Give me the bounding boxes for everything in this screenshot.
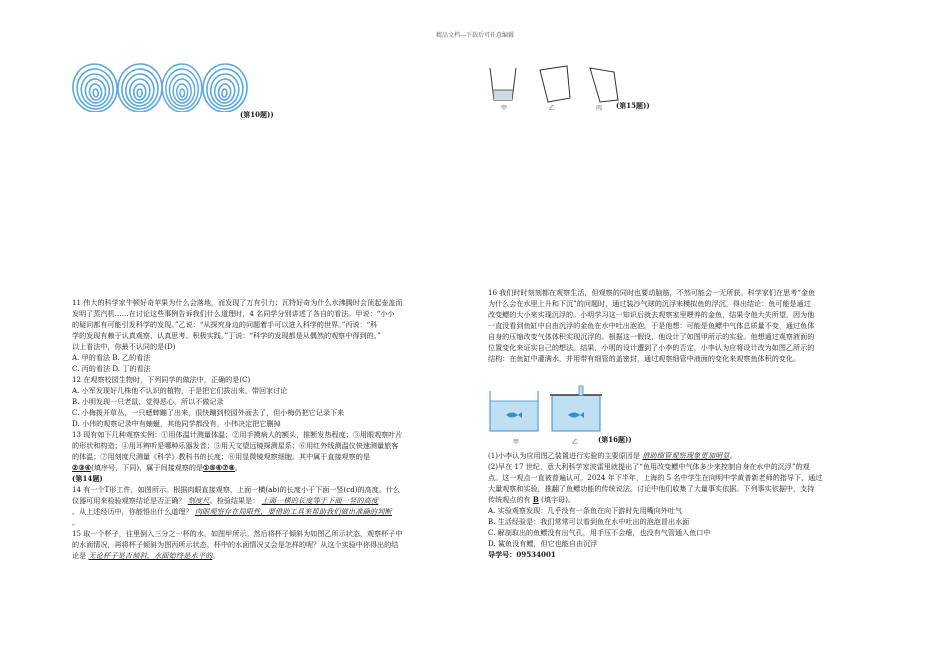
q16-text: (1)小李认为应用图乙装置进行实验的主要原因是 [488, 451, 640, 460]
q16-text: (填字母)。 [541, 495, 576, 504]
fingerprint-3 [161, 63, 203, 112]
q14-line [72, 506, 472, 517]
q14-line [72, 495, 472, 506]
q16-line: 改变鳔的大小来实现沉浮的。小明学习这一知识后就去观察家里喂养的金鱼，结果令他大失所望，因为他 [488, 310, 815, 319]
fingerprint-2 [116, 63, 163, 112]
q16-sub1-answer: 借助细管观察现象更加明显 [642, 451, 730, 460]
fingerprint-4 [201, 62, 250, 112]
q13-line: 13 现有如下几种观察实例：①用体温计测量体温；②用手摸病人的额头，推断发热程度；③用眼观察叶片 [72, 430, 403, 439]
q15-line: 15 取一个杯子，往里倒入三分之一杯的水，如图甲所示。然后将杯子倾斜为如图乙所示状态，观察杯子中 [72, 529, 403, 538]
figure-15-caption: (第15题)) [616, 101, 650, 110]
q11-line: 学的发现有赖于认真观察、认真思考、积极实践。”丁说：“科学的发现都是从偶然的观察中得到的。” [72, 331, 381, 340]
q12-option: D. 小伟的观察记录中有蚰蜒，其他同学都没有，小伟决定把它删掉 [72, 419, 281, 428]
fish-tank-figure [488, 385, 608, 435]
q16-option: B. 生活经验是：我们常常可以看到鱼在水中吐出的泡泡冒出水面 [488, 517, 690, 526]
q16-line: 为什么会在水里上升和下沉”的问题时，通过装沙气球的沉浮来模拟鱼的浮沉，得出结论：鱼可能是通过 [488, 299, 811, 308]
q14-end: 。 [72, 518, 80, 527]
q14-answer-result: 上面一横的长度等于下面一竖的高度 [261, 496, 379, 505]
q11-line: 以上看法中，你最不认同的是(D) [72, 342, 176, 351]
q15-text: 。 [212, 551, 220, 560]
q15-answer: 无论杯子是否倾斜，水面始终是水平的 [88, 551, 213, 560]
q16-sub2-line: (2)早在 17 世纪，意大利科学家波雷里就提出了“鱼用改变鳔中气体多少来控制自身在水中的沉浮”的观 [488, 462, 810, 471]
q16-text: 传统观点的有 [488, 495, 531, 504]
figure-10-caption: (第10题)) [240, 110, 274, 119]
q13-indirect-answer: ①⑤⑥⑦⑧ [203, 463, 235, 472]
q16-sub2-answer: B [532, 495, 539, 504]
q16-line: 自身的压缩改变气体体积实现沉浮的。根据这一假设，他设计了如图甲所示的实验。他想通过观察液面的 [488, 332, 815, 341]
cup-label-bing: 丙 [596, 105, 603, 112]
cup-bing [590, 68, 618, 102]
left-column [72, 297, 472, 561]
cup-label-yi: 乙 [549, 105, 556, 112]
q16-sub2-answer-line [488, 494, 888, 505]
fingerprint-figure [70, 62, 250, 112]
q16-line: 一直没看到鱼缸中自由沉浮的金鱼在水中吐出泡泡。于是他想：可能是鱼鳔中气体总质量不变，通过鱼体 [488, 321, 815, 330]
q14-answer-instrument: 刻度尺 [187, 496, 210, 505]
q16-line: 位置变化来证实自己的想法。结果，小明的设计遭到了小李的否定，小李认为应将设计改为如图乙所示的 [488, 343, 815, 352]
q16-sub1 [488, 450, 888, 461]
q15-line [72, 550, 472, 561]
q13-answer-line: ②③④(填序号，下同)，属于间接观察的是①⑤⑥⑦⑧。 [72, 463, 242, 472]
cup-jia [490, 68, 516, 100]
q13-line: 的体温；⑦用刻度尺测量《科学》教科书的长度；⑧用显微镜观察细胞。其中属于直接观察的是 [72, 452, 370, 461]
q14-line: 14 有一个T形工件，如图所示。根据肉眼直接观察，上面一横(ab)的长度小于下面一竖(cd)的高度。什么 [72, 485, 401, 494]
q14-answer-lesson: 肉眼观察存在局限性，要借助工具来帮助我们做出准确的判断 [194, 507, 392, 516]
q11-line: 发明了蒸汽机……在讨论这些事例告诉我们什么道理时，4 名同学分别讲述了各自的看法。甲说：“小小 [72, 309, 395, 318]
q12-option: C. 小梅拨开草丛，一只蟋蟀蹦了出来，很快蹦到校园外面去了，但小梅仍把它记录下来 [72, 408, 345, 417]
tank-jia [490, 391, 538, 431]
q11-option: A. 甲的看法 B. 乙的看法 [72, 353, 151, 362]
q15-text: 论是 [72, 551, 87, 560]
q16-option: D. 鲨鱼没有鳔，但它也能自由沉浮 [488, 539, 598, 548]
q14-text: 仪器可用来检验观察结论是否正确？ [72, 496, 186, 505]
q16-text: 。 [729, 451, 737, 460]
q16-option: C. 解剖取出的鱼鳔没有出气孔，用手压不会瘪，也没有气管通入鱼口中 [488, 528, 711, 537]
q15-line: 的水面情况，再将杯子倾斜为图丙所示状态，杯中的水面情况又会是怎样的呢？从这个实验中你得出的结 [72, 540, 399, 549]
q11-line: 11 伟大的科学家牛顿好奇苹果为什么会落地，而发现了万有引力；瓦特好奇为什么水沸腾时会顶起壶盖而 [72, 298, 403, 307]
q11-option: C. 丙的看法 D. 丁的看法 [72, 364, 151, 373]
q13-direct-answer: ②③④ [72, 463, 92, 472]
q14-text: 。检验结果是： [209, 496, 260, 505]
guide-number: 导学号：09534001 [488, 550, 556, 559]
q16-sub2-line: 点。这一观点一直被普遍认可。2024 年下半年，上海的 5 名中学生在向明中学黄普新老师的指导下，通过 [488, 473, 823, 482]
q12-option: A. 小军发现好几株他不认识的植物，于是把它们拔出来，带回家讨论 [72, 386, 288, 395]
q12-option: B. 小明发现一只老鼠，觉得恶心，所以不做记录 [72, 397, 224, 406]
q16-line: 结构：在鱼缸中灌满水，并用带有细管的盖密封，通过观察细管中液面的变化来观察鱼体积的变化。 [488, 354, 801, 363]
fingerprint-1 [70, 62, 120, 112]
q14-text: 。从上述经历中，你能悟出什么道理？ [72, 507, 193, 516]
right-column-bottom [488, 450, 888, 560]
page-header: 精品文档---下载后可任意编辑 [435, 32, 515, 39]
q13-mid-text: (填序号，下同)，属于间接观察的是 [91, 463, 204, 472]
q12-line: 12 在观察校园生物时，下列同学的做法中，正确的是(C) [72, 375, 251, 384]
tank-yi [550, 386, 602, 431]
q13-line: 的形状和构造；④用耳辨听是哪种乐器发音；⑤用天文望远镜探测星系；⑥用红外线测温仪快速测量旅客 [72, 441, 399, 450]
tank-label-yi: 乙 [572, 439, 579, 446]
cup-label-jia: 甲 [501, 105, 508, 112]
figure-16-caption: (第16题)) [598, 435, 632, 444]
q16-line: 16 我们时时刻刻都在观察生活，但观察的同时也要动脑筋，不然可能会一无所获。科学家们在思考“金鱼 [488, 288, 816, 297]
tank-label-jia: 甲 [513, 439, 520, 446]
cup-yi [540, 66, 570, 102]
right-column-top [488, 287, 888, 364]
q11-line: 的疑问都有可能引发科学的发现。”乙说：“从探究身边的问题着手可以进入科学的世界。”丙说：“科 [72, 320, 378, 329]
q16-sub2-line: 大量观察和实验，推翻了鱼鳔功能的传统说法。讨论中他们收集了大量事实依据。下列事实依据中，支持 [488, 484, 815, 493]
figure-14-caption: (第14题) [72, 474, 103, 483]
q16-option: A. 实验观察发现：几乎没有一条鱼在向下游时先用嘴向外吐气 [488, 506, 683, 515]
